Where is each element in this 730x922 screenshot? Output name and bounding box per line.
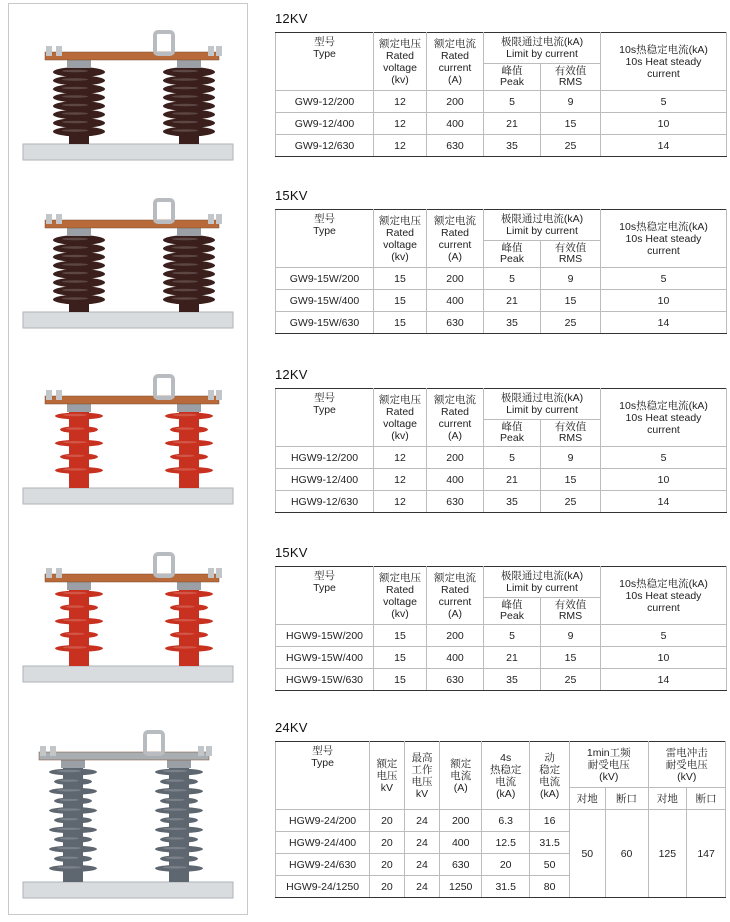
- cell-rms: 25: [541, 669, 601, 691]
- product-photo-hgw9-24: [9, 708, 247, 906]
- operating-hook: [155, 554, 173, 576]
- header-rms: 有效值 RMS: [541, 598, 601, 625]
- terminal-bolt: [206, 746, 212, 756]
- header-rated-voltage: 额定电压 Rated voltage (kv): [374, 567, 427, 625]
- cell-cur: 400: [440, 832, 482, 854]
- product-photo-gw9-12: [9, 18, 247, 168]
- header-rated-voltage: 额定 电压 kV: [370, 742, 405, 810]
- spec-table-24kv: [275, 741, 726, 898]
- insulator-core: [179, 410, 199, 488]
- cell-voltage: 12: [374, 113, 427, 135]
- header-rated-current: 额定电流 Rated current (A): [427, 389, 484, 447]
- header-heat-steady-current: 4s 热稳定 电流 (kA): [482, 742, 530, 810]
- header-heat-steady-current: 10s热稳定电流(kA) 10s Heat steady current: [601, 567, 727, 625]
- cell-peak: 21: [484, 647, 541, 669]
- cell-volt: 20: [370, 810, 405, 832]
- cell-maxvolt: 24: [404, 832, 440, 854]
- cell-heat: 6.3: [482, 810, 530, 832]
- cell-heat: 14: [601, 135, 727, 157]
- table-row: [276, 647, 727, 669]
- product-photo-hgw9-15w: [9, 540, 247, 690]
- switch-blade: [45, 396, 219, 404]
- cell-heat: 31.5: [482, 876, 530, 898]
- base-plate: [23, 882, 233, 898]
- table-row: [276, 290, 727, 312]
- terminal-bolt: [46, 568, 52, 578]
- cell-dyn: 80: [530, 876, 570, 898]
- cell-model: HGW9-24/200: [276, 810, 370, 832]
- disconnector-illustration: [9, 362, 247, 512]
- switch-blade: [45, 574, 219, 582]
- cell-heat: 10: [601, 469, 727, 491]
- operating-hook: [155, 376, 173, 398]
- cell-voltage: 15: [374, 312, 427, 334]
- terminal-bolt: [46, 46, 52, 56]
- cell-rms: 15: [541, 113, 601, 135]
- terminal-bolt: [208, 214, 214, 224]
- cell-dyn: 31.5: [530, 832, 570, 854]
- terminal-bolt: [50, 746, 56, 756]
- cell-current: 200: [427, 268, 484, 290]
- table-row: [276, 491, 727, 513]
- cell-voltage: 12: [374, 469, 427, 491]
- voltage-class-title: 15KV: [275, 188, 308, 203]
- cell-model: HGW9-12/200: [276, 447, 374, 469]
- header-rms: 有效值 RMS: [541, 64, 601, 91]
- cell-model: HGW9-24/1250: [276, 876, 370, 898]
- header-rated-current: 额定电流 Rated current (A): [427, 567, 484, 625]
- header-peak: 峰值 Peak: [484, 64, 541, 91]
- cell-heat: 10: [601, 113, 727, 135]
- cell-rms: 15: [541, 290, 601, 312]
- header-rated-current: 额定电流 Rated current (A): [427, 33, 484, 91]
- cell-maxvolt: 24: [404, 854, 440, 876]
- cell-current: 400: [427, 290, 484, 312]
- table-row: [276, 447, 727, 469]
- header-rated-voltage: 额定电压 Rated voltage (kv): [374, 389, 427, 447]
- switch-blade: [45, 52, 219, 60]
- operating-hook: [155, 32, 173, 54]
- spec-section-2: [275, 366, 726, 513]
- cell-li-to-ground: 125: [648, 810, 687, 898]
- header-li-break: 断口: [687, 788, 726, 810]
- cell-rms: 9: [541, 625, 601, 647]
- cell-peak: 5: [484, 447, 541, 469]
- disconnector-illustration: [9, 540, 247, 690]
- insulator-core: [179, 588, 199, 666]
- cell-voltage: 12: [374, 91, 427, 113]
- cell-model: HGW9-12/630: [276, 491, 374, 513]
- insulator-core: [69, 588, 89, 666]
- insulator-cap: [67, 404, 91, 412]
- cell-cur: 1250: [440, 876, 482, 898]
- header-lightning-impulse-withstand: 雷电冲击 耐受电压 (kV): [648, 742, 726, 788]
- cell-li-break: 147: [687, 810, 726, 898]
- cell-rms: 15: [541, 469, 601, 491]
- cell-voltage: 12: [374, 447, 427, 469]
- header-model: 型号 Type: [276, 742, 370, 810]
- cell-model: GW9-15W/200: [276, 268, 374, 290]
- disconnector-illustration: [9, 18, 247, 168]
- table-row: [276, 625, 727, 647]
- insulator-cap: [61, 760, 85, 768]
- table-row: [276, 810, 726, 832]
- table-row: [276, 113, 727, 135]
- cell-peak: 21: [484, 113, 541, 135]
- terminal-bolt: [216, 568, 222, 578]
- cell-model: GW9-15W/630: [276, 312, 374, 334]
- cell-voltage: 15: [374, 290, 427, 312]
- cell-model: HGW9-15W/200: [276, 625, 374, 647]
- spec-table: [275, 32, 727, 157]
- cell-model: HGW9-12/400: [276, 469, 374, 491]
- insulator-cap: [177, 582, 201, 590]
- spec-section-1: [275, 187, 726, 334]
- insulator-cap: [177, 60, 201, 68]
- cell-current: 400: [427, 647, 484, 669]
- table-row: [276, 312, 727, 334]
- cell-pf-to-ground: 50: [570, 810, 606, 898]
- cell-heat: 5: [601, 268, 727, 290]
- cell-model: HGW9-24/400: [276, 832, 370, 854]
- header-rms: 有效值 RMS: [541, 420, 601, 447]
- cell-current: 400: [427, 113, 484, 135]
- cell-current: 630: [427, 135, 484, 157]
- spec-section-3: [275, 544, 726, 691]
- spec-table: [275, 209, 727, 334]
- header-dynamic-current: 动 稳定 电流 (kA): [530, 742, 570, 810]
- cell-current: 200: [427, 91, 484, 113]
- voltage-class-title: 12KV: [275, 367, 308, 382]
- header-peak: 峰值 Peak: [484, 598, 541, 625]
- table-row: [276, 268, 727, 290]
- cell-cur: 200: [440, 810, 482, 832]
- cell-heat: 20: [482, 854, 530, 876]
- switch-blade: [45, 220, 219, 228]
- insulator-cap: [177, 404, 201, 412]
- cell-rms: 9: [541, 91, 601, 113]
- base-plate: [23, 144, 233, 160]
- cell-heat: 14: [601, 491, 727, 513]
- cell-rms: 25: [541, 135, 601, 157]
- cell-rms: 15: [541, 647, 601, 669]
- cell-volt: 20: [370, 832, 405, 854]
- insulator-cap: [167, 760, 191, 768]
- cell-volt: 20: [370, 854, 405, 876]
- product-photo-hgw9-12: [9, 362, 247, 512]
- cell-current: 200: [427, 447, 484, 469]
- cell-voltage: 15: [374, 647, 427, 669]
- cell-heat: 10: [601, 290, 727, 312]
- terminal-bolt: [46, 390, 52, 400]
- insulator-cap: [67, 60, 91, 68]
- cell-model: GW9-12/200: [276, 91, 374, 113]
- terminal-bolt: [208, 390, 214, 400]
- header-limit-current: 极限通过电流(kA) Limit by current: [484, 33, 601, 64]
- cell-voltage: 15: [374, 625, 427, 647]
- header-power-frequency-withstand: 1min工频 耐受电压 (kV): [570, 742, 648, 788]
- cell-model: HGW9-24/630: [276, 854, 370, 876]
- header-heat-steady-current: 10s热稳定电流(kA) 10s Heat steady current: [601, 210, 727, 268]
- terminal-bolt: [208, 46, 214, 56]
- header-rated-voltage: 额定电压 Rated voltage (kv): [374, 33, 427, 91]
- voltage-class-title: 12KV: [275, 11, 308, 26]
- header-rated-current: 额定 电流 (A): [440, 742, 482, 810]
- cell-current: 630: [427, 491, 484, 513]
- cell-model: GW9-15W/400: [276, 290, 374, 312]
- switch-blade: [39, 752, 209, 760]
- cell-model: HGW9-15W/630: [276, 669, 374, 691]
- cell-peak: 21: [484, 469, 541, 491]
- cell-voltage: 12: [374, 491, 427, 513]
- terminal-bolt: [56, 214, 62, 224]
- insulator-cap: [67, 582, 91, 590]
- header-pf-to-ground: 对地: [570, 788, 606, 810]
- cell-maxvolt: 24: [404, 876, 440, 898]
- cell-heat: 10: [601, 647, 727, 669]
- cell-heat: 5: [601, 625, 727, 647]
- cell-heat: 12.5: [482, 832, 530, 854]
- cell-peak: 21: [484, 290, 541, 312]
- cell-heat: 14: [601, 669, 727, 691]
- cell-voltage: 15: [374, 268, 427, 290]
- header-model: 型号 Type: [276, 33, 374, 91]
- cell-heat: 5: [601, 91, 727, 113]
- header-model: 型号 Type: [276, 567, 374, 625]
- cell-dyn: 50: [530, 854, 570, 876]
- table-row: [276, 469, 727, 491]
- header-model: 型号 Type: [276, 389, 374, 447]
- cell-peak: 35: [484, 669, 541, 691]
- cell-cur: 630: [440, 854, 482, 876]
- cell-pf-break: 60: [605, 810, 648, 898]
- cell-model: GW9-12/630: [276, 135, 374, 157]
- cell-volt: 20: [370, 876, 405, 898]
- header-li-to-ground: 对地: [648, 788, 687, 810]
- cell-heat: 14: [601, 312, 727, 334]
- header-heat-steady-current: 10s热稳定电流(kA) 10s Heat steady current: [601, 389, 727, 447]
- cell-peak: 35: [484, 312, 541, 334]
- cell-maxvolt: 24: [404, 810, 440, 832]
- cell-current: 200: [427, 625, 484, 647]
- cell-model: GW9-12/400: [276, 113, 374, 135]
- cell-rms: 25: [541, 491, 601, 513]
- cell-model: HGW9-15W/400: [276, 647, 374, 669]
- terminal-bolt: [40, 746, 46, 756]
- spec-table: [275, 566, 727, 691]
- disconnector-illustration: [9, 708, 247, 906]
- header-rated-current: 额定电流 Rated current (A): [427, 210, 484, 268]
- insulator-cap: [177, 228, 201, 236]
- cell-peak: 35: [484, 491, 541, 513]
- cell-rms: 9: [541, 268, 601, 290]
- product-photo-strip: [8, 3, 248, 915]
- header-peak: 峰值 Peak: [484, 420, 541, 447]
- voltage-class-title: 24KV: [275, 720, 308, 735]
- terminal-bolt: [216, 46, 222, 56]
- cell-rms: 9: [541, 447, 601, 469]
- cell-peak: 5: [484, 268, 541, 290]
- terminal-bolt: [208, 568, 214, 578]
- disconnector-illustration: [9, 186, 247, 336]
- base-plate: [23, 666, 233, 682]
- header-max-voltage: 最高 工作 电压 kV: [404, 742, 440, 810]
- header-model: 型号 Type: [276, 210, 374, 268]
- cell-current: 630: [427, 312, 484, 334]
- header-pf-break: 断口: [605, 788, 648, 810]
- voltage-class-title: 15KV: [275, 545, 308, 560]
- cell-peak: 5: [484, 91, 541, 113]
- insulator-core: [69, 410, 89, 488]
- table-row: [276, 669, 727, 691]
- cell-peak: 35: [484, 135, 541, 157]
- header-limit-current: 极限通过电流(kA) Limit by current: [484, 389, 601, 420]
- table-row: [276, 91, 727, 113]
- cell-heat: 5: [601, 447, 727, 469]
- cell-voltage: 12: [374, 135, 427, 157]
- cell-dyn: 16: [530, 810, 570, 832]
- header-rms: 有效值 RMS: [541, 241, 601, 268]
- terminal-bolt: [56, 390, 62, 400]
- spec-table: [275, 388, 727, 513]
- cell-voltage: 15: [374, 669, 427, 691]
- header-rated-voltage: 额定电压 Rated voltage (kv): [374, 210, 427, 268]
- base-plate: [23, 312, 233, 328]
- base-plate: [23, 488, 233, 504]
- operating-hook: [145, 732, 163, 754]
- header-heat-steady-current: 10s热稳定电流(kA) 10s Heat steady current: [601, 33, 727, 91]
- cell-current: 400: [427, 469, 484, 491]
- spec-section-24kv: [275, 719, 726, 898]
- cell-rms: 25: [541, 312, 601, 334]
- product-photo-gw9-15w: [9, 186, 247, 336]
- header-peak: 峰值 Peak: [484, 241, 541, 268]
- header-limit-current: 极限通过电流(kA) Limit by current: [484, 210, 601, 241]
- terminal-bolt: [198, 746, 204, 756]
- header-limit-current: 极限通过电流(kA) Limit by current: [484, 567, 601, 598]
- terminal-bolt: [216, 214, 222, 224]
- operating-hook: [155, 200, 173, 222]
- spec-section-0: [275, 10, 726, 157]
- cell-current: 630: [427, 669, 484, 691]
- terminal-bolt: [56, 568, 62, 578]
- terminal-bolt: [216, 390, 222, 400]
- cell-peak: 5: [484, 625, 541, 647]
- terminal-bolt: [56, 46, 62, 56]
- table-row: [276, 135, 727, 157]
- insulator-cap: [67, 228, 91, 236]
- terminal-bolt: [46, 214, 52, 224]
